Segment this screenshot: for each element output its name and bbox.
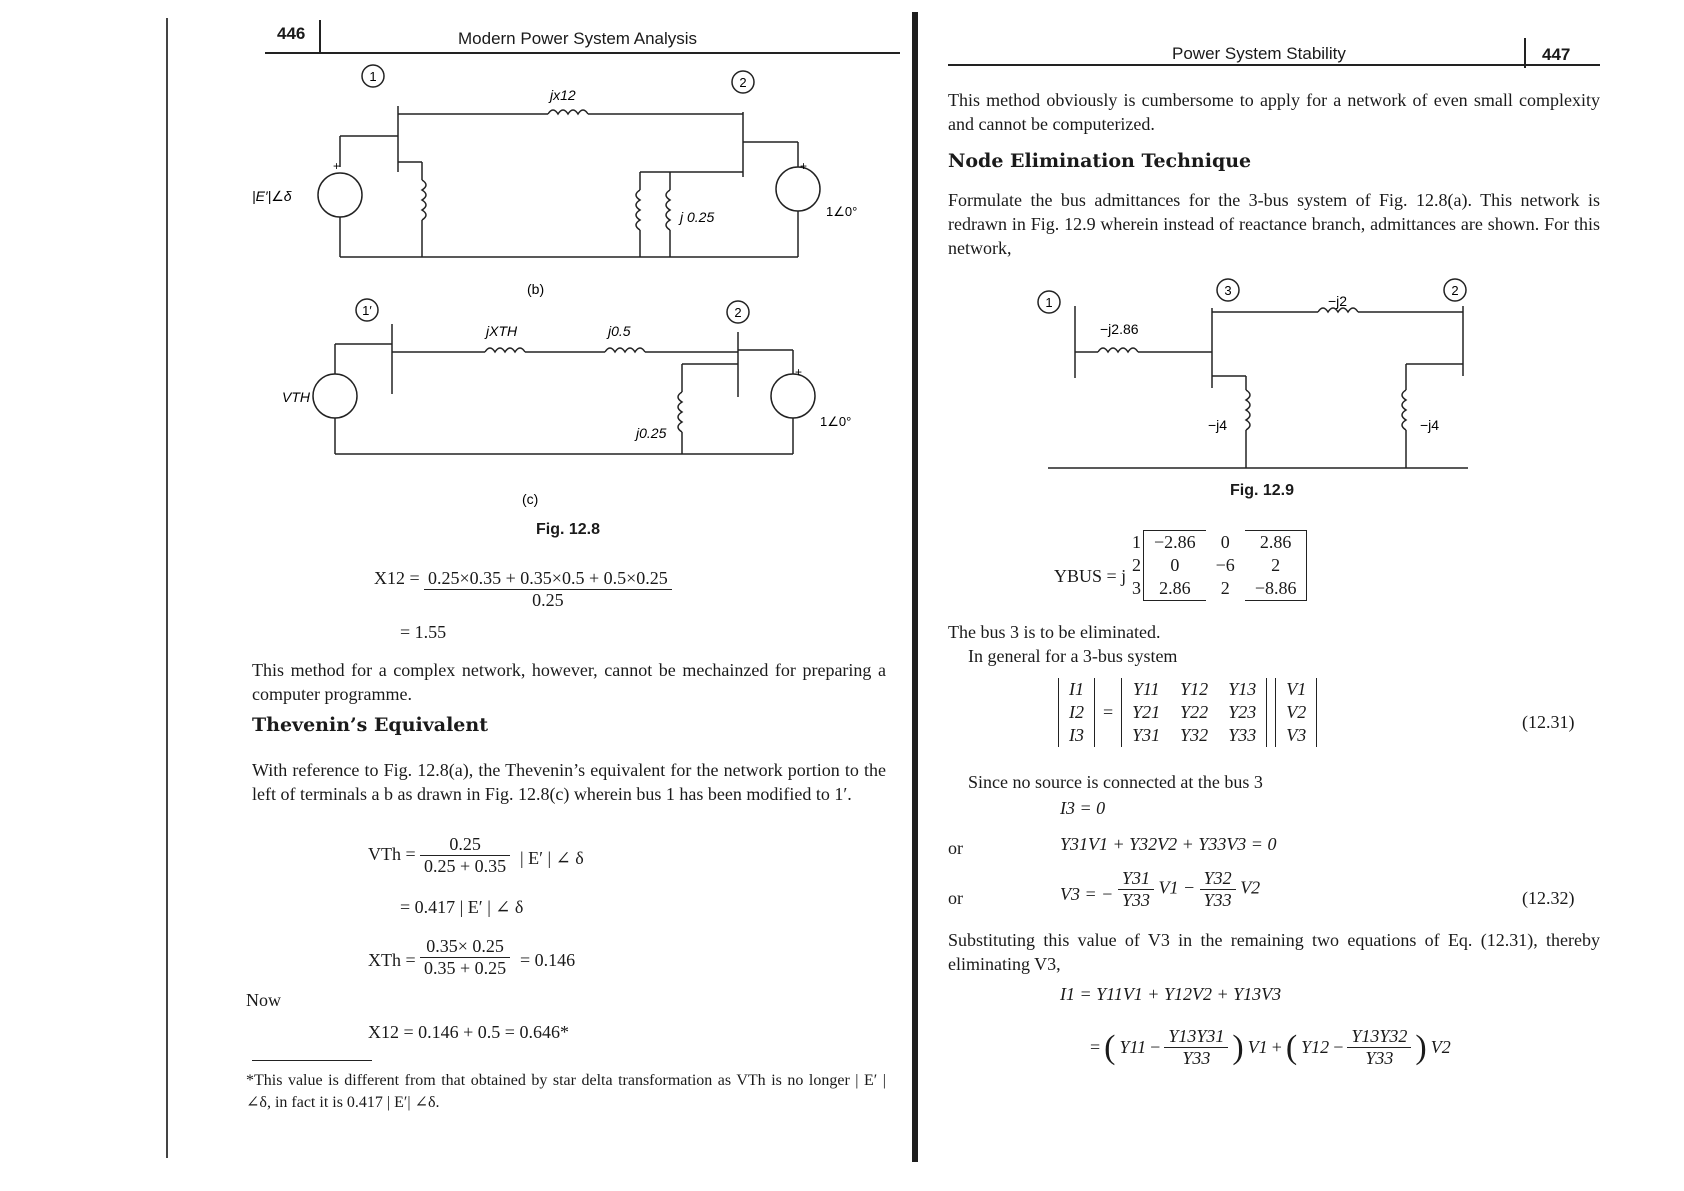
running-head: Power System Stability <box>1172 44 1346 63</box>
vth-tail: | E′ | ∠ δ <box>520 848 584 868</box>
matrix-cell: 2.86 <box>1144 577 1206 601</box>
header-rule <box>948 64 1600 66</box>
x12-lhs: X12 = <box>374 568 420 588</box>
matrix-cell: Y32 <box>1180 725 1209 745</box>
matrix-row <box>1122 577 1307 601</box>
footnote: *This value is different from that obtained by star delta transformation as VTh is no longer | E′ | ∠δ, in fact it is 0.417 | E′| ∠δ. <box>246 1072 886 1111</box>
denominator: Y33 <box>1365 1048 1394 1068</box>
header-bar <box>1524 38 1526 68</box>
node-label: 1′ <box>362 303 372 318</box>
matrix-cell: Y33 <box>1228 725 1257 745</box>
footnote-rule <box>252 1060 372 1061</box>
reactance-label: jXTH <box>486 323 518 339</box>
reactance-label: j0.25 <box>636 425 667 441</box>
paragraph: With reference to Fig. 12.8(a), the Thevenin’s equivalent for the network portion to the left of terminals a b as drawn in Fig. 12.8(c) wherein bus 1 has been modified to 1′. <box>252 760 886 804</box>
matrix-cell: Y12 <box>1180 679 1209 699</box>
node-label: 1 <box>1045 295 1053 310</box>
section-heading: Node Elimination Technique <box>948 150 1252 172</box>
voltage-vector <box>1275 678 1317 747</box>
figure-12-8-c <box>260 292 900 512</box>
vth-result: = 0.417 | E′ | ∠ δ <box>400 897 524 917</box>
factor: Y13 <box>1351 1026 1380 1046</box>
header-bar <box>319 20 321 52</box>
admittance-label: −j4 <box>1420 417 1440 433</box>
equation-number: (12.32) <box>1522 888 1575 908</box>
admittance-label: −j2 <box>1328 293 1348 309</box>
xth-denominator: 0.35 + 0.25 <box>424 958 507 978</box>
reactance-label: jx12 <box>550 87 576 103</box>
page-number: 446 <box>277 24 306 43</box>
admittance-label: −j2.86 <box>1100 321 1139 337</box>
x12-numerator: 0.25×0.35 + 0.35×0.5 + 0.5×0.25 <box>424 568 672 590</box>
term: V2 <box>1430 1037 1451 1057</box>
xth-result: = 0.146 <box>520 950 576 970</box>
row-index: 2 <box>1132 555 1141 575</box>
factor: Y13 <box>1168 1026 1197 1046</box>
source-label: 1∠0° <box>820 414 852 429</box>
factor: Y32 <box>1379 1026 1408 1046</box>
page-number: 447 <box>1542 45 1571 64</box>
factor: Y31 <box>1196 1026 1225 1046</box>
v3-fraction-1: $\frac{Y31}{Y33}$ V1 − $\frac{Y32}{Y33}$ V2 <box>1118 868 1260 911</box>
matrix-cell: 2 <box>1220 578 1230 599</box>
paragraph: This method obviously is cumbersome to apply for a network of even small complexity and cannot be computerized. <box>948 90 1600 134</box>
x12-fraction <box>424 568 672 611</box>
matrix-cell: −6 <box>1215 555 1235 575</box>
reactance-label: j0.5 <box>608 323 631 339</box>
equation: I1 = Y11V1 + Y12V2 + Y13V3 <box>1060 984 1282 1004</box>
xth-lhs: XTh = <box>368 950 416 970</box>
v3-variable: V2 <box>1240 877 1261 898</box>
matrix-cell: 2.86 <box>1245 531 1307 555</box>
paragraph: Substituting this value of V3 in the remaining two equations of Eq. (12.31), thereby eliminating V3, <box>948 930 1600 974</box>
matrix-cell: Y23 <box>1228 702 1257 722</box>
equation-number: (12.31) <box>1522 712 1575 732</box>
node-label: 3 <box>1224 283 1232 298</box>
polarity-label: + <box>795 365 803 379</box>
term: Y11 <box>1119 1037 1147 1057</box>
paragraph: Formulate the bus admittances for the 3-bus system of Fig. 12.8(a). This network is redrawn in Fig. 12.9 wherein instead of reactance branch, admittances are shown. For this network, <box>948 190 1600 258</box>
vth-denominator: 0.25 + 0.35 <box>424 856 507 876</box>
source-label: VTH <box>282 389 310 405</box>
matrix-cell: Y22 <box>1180 702 1209 722</box>
xth-numerator: 0.35× 0.25 <box>420 936 510 958</box>
term: Y12 <box>1301 1037 1330 1057</box>
node-label: 2 <box>734 305 742 320</box>
equation: Y31V1 + Y32V2 + Y33V3 = 0 <box>1060 834 1277 854</box>
matrix-row <box>1122 531 1307 555</box>
v3-denominator: Y33 <box>1203 890 1232 910</box>
source-label: 1∠0° <box>826 204 858 219</box>
matrix-equation: I1 I2 I3 = Y11 Y12 Y13 Y21 Y22 Y23 Y31 Y32 Y33 V1 V2 V3 <box>1058 678 1317 747</box>
or-label: or <box>948 838 963 858</box>
matrix-cell: −2.86 <box>1144 531 1206 555</box>
v3-numerator: Y31 <box>1118 868 1154 890</box>
matrix-cell: 2 <box>1245 554 1307 577</box>
matrix-cell: Y11 <box>1132 679 1160 699</box>
vth-fraction <box>420 834 510 877</box>
xth-fraction <box>420 936 510 979</box>
v3-variable: V1 <box>1158 877 1179 898</box>
matrix-cell: −8.86 <box>1245 577 1307 601</box>
matrix-cell: Y21 <box>1132 702 1161 722</box>
section-heading: Thevenin’s Equivalent <box>252 714 488 736</box>
term: V1 <box>1247 1037 1268 1057</box>
subfigure-label: (c) <box>522 491 539 507</box>
matrix-cell: Y13 <box>1228 679 1257 699</box>
matrix-cell: 0 <box>1220 531 1230 552</box>
now-label: Now <box>246 990 281 1010</box>
polarity-label: + <box>333 159 341 173</box>
reactance-label: j 0.25 <box>680 209 715 225</box>
matrix-cell: Y31 <box>1132 725 1161 745</box>
figure-12-8-b <box>252 62 900 312</box>
v3-numerator: Y32 <box>1200 868 1236 890</box>
vector-cell: I2 <box>1069 702 1084 722</box>
vth-numerator: 0.25 <box>420 834 510 856</box>
or-label: or <box>948 888 963 908</box>
vector-cell: I1 <box>1069 679 1084 699</box>
right-page <box>918 0 1684 1191</box>
vector-cell: I3 <box>1069 725 1084 745</box>
figure-caption: Fig. 12.9 <box>1230 482 1295 499</box>
text-line: The bus 3 is to be eliminated. <box>948 622 1161 642</box>
node-label: 2 <box>1451 283 1459 298</box>
row-index: 1 <box>1132 531 1141 552</box>
source-label: |E′|∠δ <box>252 188 292 204</box>
admittance-matrix <box>1121 678 1267 747</box>
current-vector <box>1058 678 1095 747</box>
figure-caption: Fig. 12.8 <box>536 521 601 538</box>
x12-result: = 1.55 <box>400 622 447 642</box>
denominator: Y33 <box>1182 1048 1211 1068</box>
vector-cell: V3 <box>1286 725 1307 745</box>
text-line: In general for a 3-bus system <box>968 646 1178 666</box>
running-head: Modern Power System Analysis <box>458 29 698 48</box>
vth-lhs: VTh = <box>368 844 416 864</box>
subfigure-label: (b) <box>527 281 545 297</box>
figure-12-9 <box>1028 272 1608 472</box>
paragraph: This method for a complex network, however, cannot be mechainzed for preparing a computer programme. <box>252 660 886 704</box>
vector-cell: V1 <box>1286 679 1307 699</box>
row-index: 3 <box>1132 578 1141 599</box>
text-line: Since no source is connected at the bus 3 <box>968 772 1263 792</box>
node-label: 1 <box>369 69 377 84</box>
admittance-label: −j4 <box>1208 417 1228 433</box>
x12-denominator: 0.25 <box>532 590 564 610</box>
matrix-row <box>1122 554 1307 577</box>
equation-expansion: = ( Y11 − $\frac{Y13Y31}{Y33}$ ) V1 + ( Y12 − $\frac{Y13Y32}{Y33}$ ) V2 <box>1090 1026 1451 1068</box>
polarity-label: + <box>800 159 808 173</box>
header-rule <box>265 52 900 54</box>
ybus-lhs: YBUS = j <box>1054 566 1127 586</box>
node-label: 2 <box>739 75 747 90</box>
equation: I3 = 0 <box>1060 798 1106 818</box>
v3-lhs: V3 = − <box>1060 884 1114 904</box>
matrix-cell: 0 <box>1144 554 1206 577</box>
ybus-matrix <box>1122 530 1307 601</box>
v3-denominator: Y33 <box>1122 890 1151 910</box>
x12-final: X12 = 0.146 + 0.5 = 0.646* <box>368 1022 569 1042</box>
vector-cell: V2 <box>1286 702 1307 722</box>
